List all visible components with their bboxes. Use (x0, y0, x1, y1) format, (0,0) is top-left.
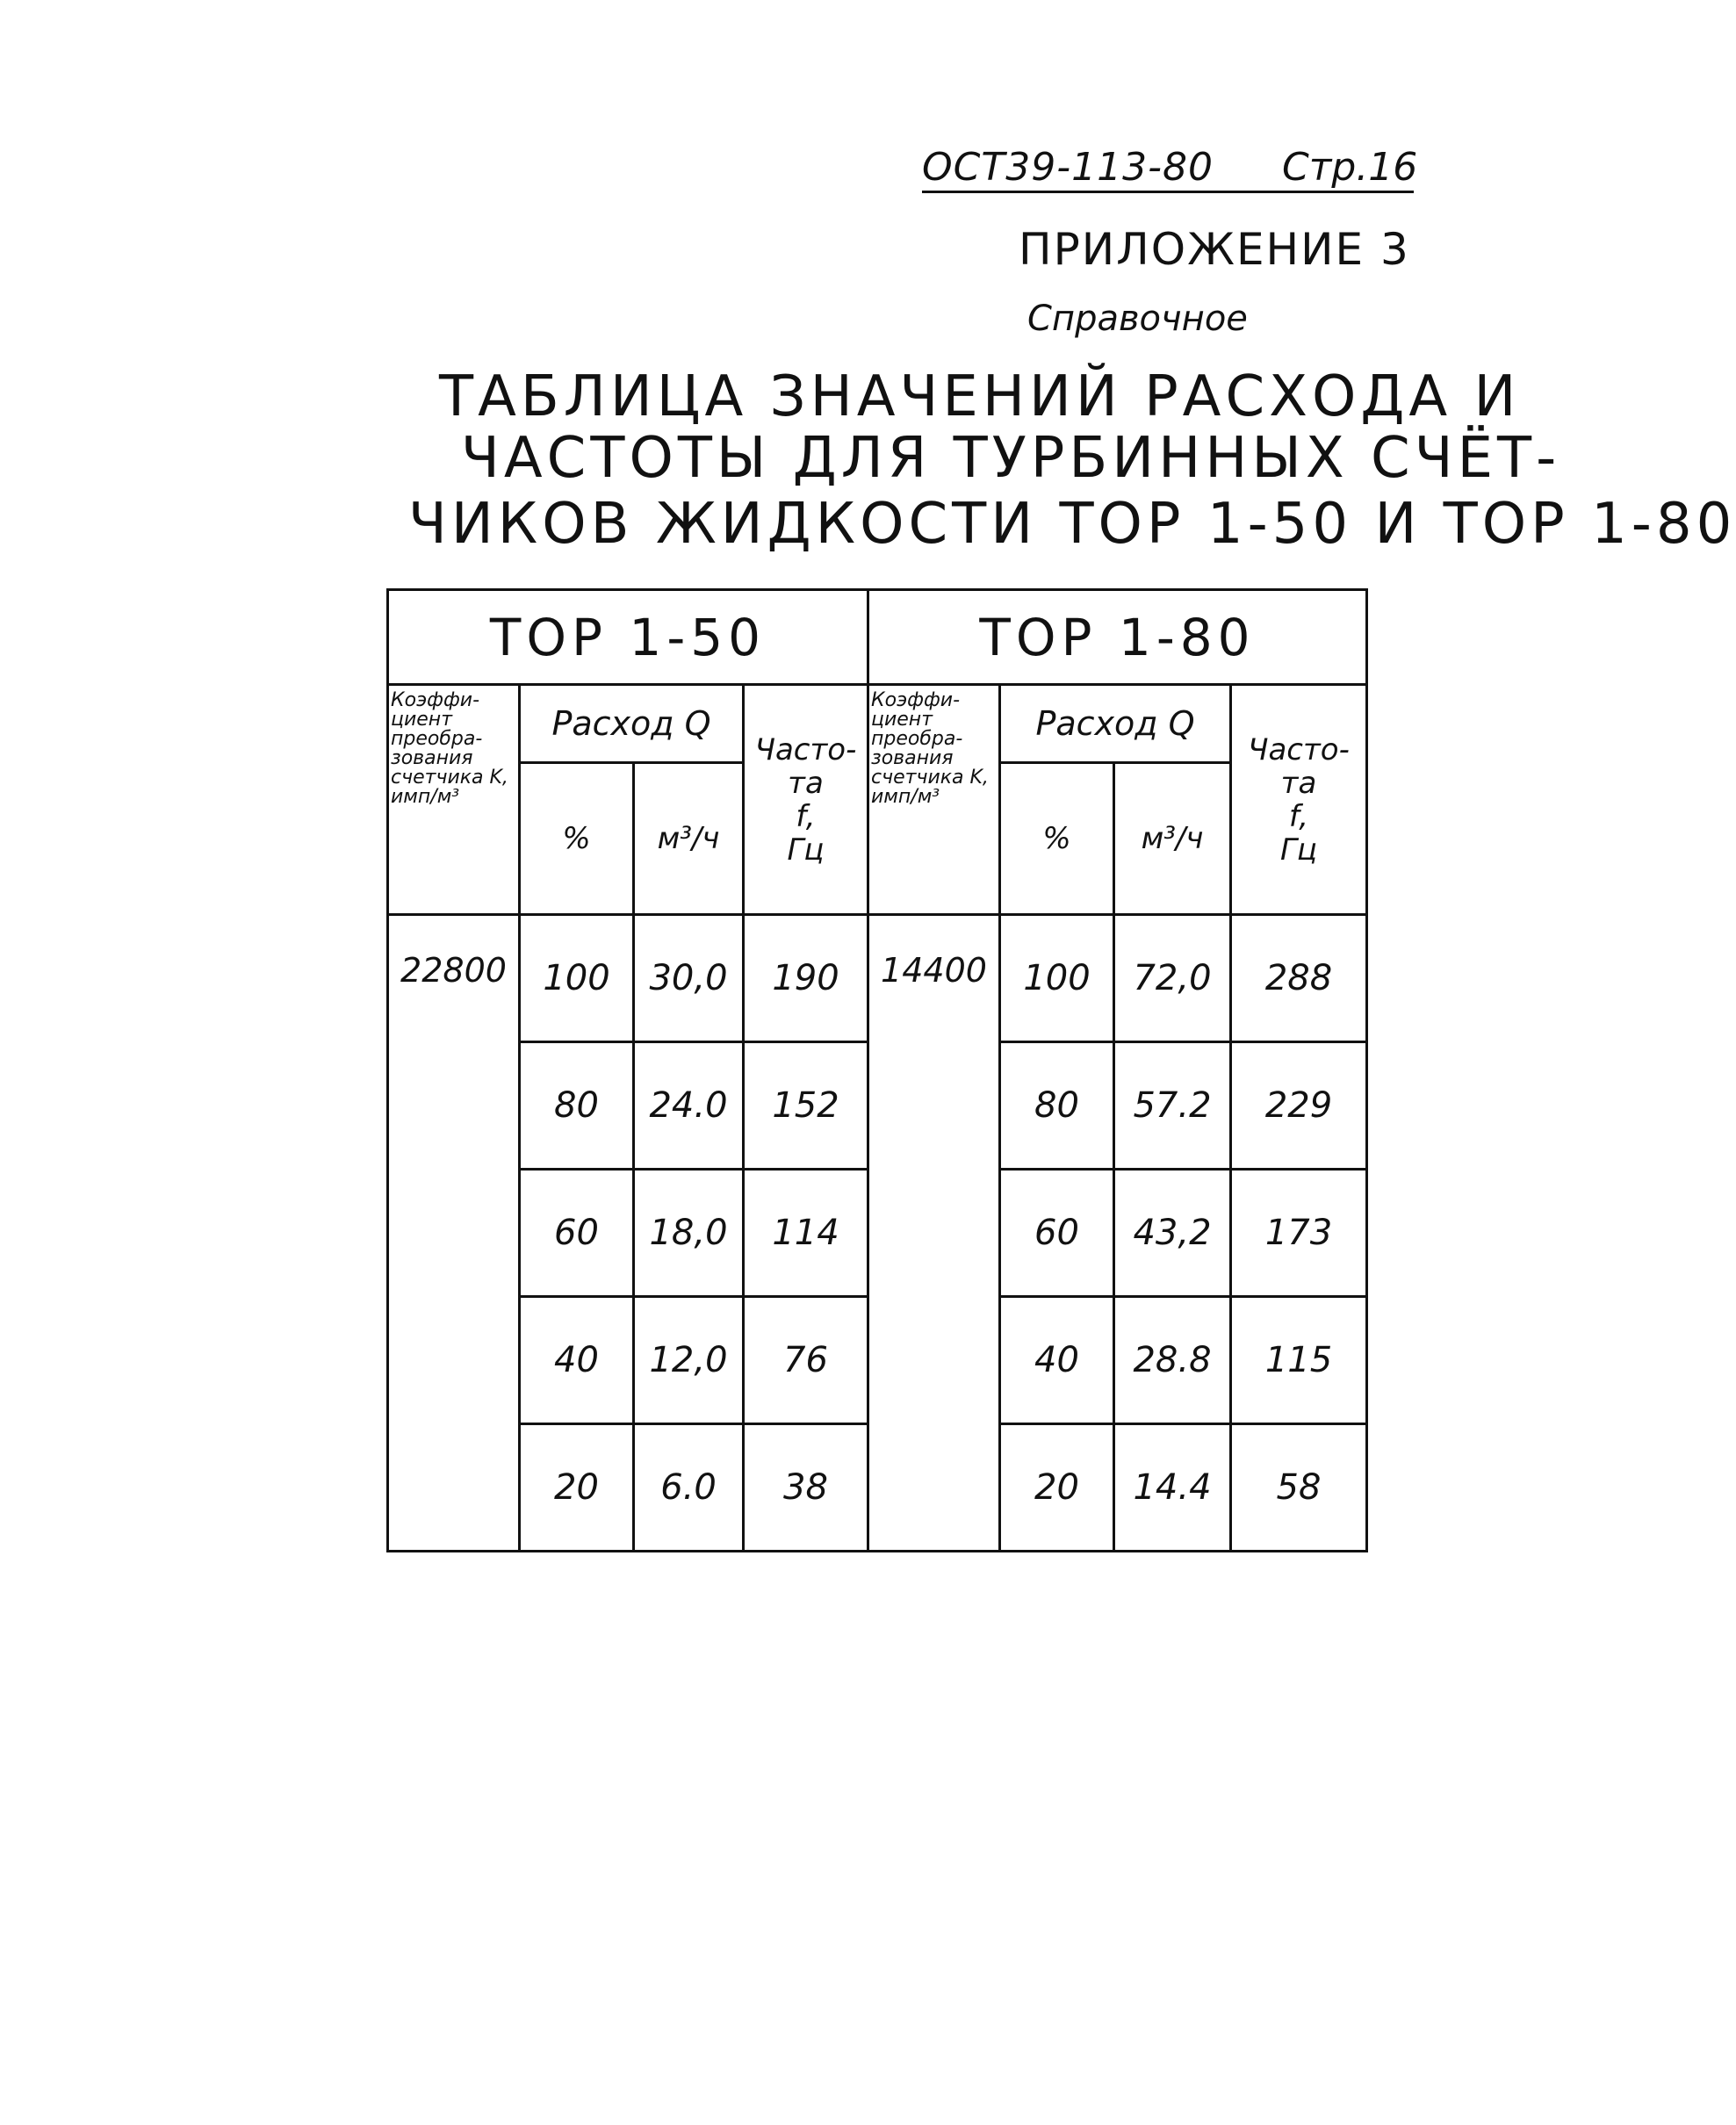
model-header-tor-1-50: ТОР 1-50 (388, 590, 868, 685)
pct-cell: 80 (520, 1042, 634, 1170)
percent-header: % (520, 763, 634, 915)
coef-header: Коэффи-циент преобра-зования счетчика K, имп/м³ (868, 685, 1000, 915)
flow-cell: 28.8 (1114, 1297, 1231, 1424)
title-line-3: ЧИКОВ ЖИДКОСТИ ТОР 1-50 И ТОР 1-80 (408, 492, 1736, 557)
freq-cell: 288 (1231, 915, 1367, 1042)
pct-cell: 100 (1000, 915, 1114, 1042)
appendix-label: ПРИЛОЖЕНИЕ 3 (1019, 224, 1410, 275)
pct-cell: 40 (1000, 1297, 1114, 1424)
flow-cell: 18,0 (634, 1170, 744, 1297)
freq-header-unit: Гц (787, 832, 825, 868)
title-line-1: ТАБЛИЦА ЗНАЧЕНИЙ РАСХОДА И (439, 364, 1521, 429)
flow-header: Расход Q (1000, 685, 1231, 763)
title-line-2: ЧАСТОТЫ ДЛЯ ТУРБИННЫХ СЧЁТ- (461, 426, 1561, 491)
freq-cell: 114 (744, 1170, 868, 1297)
freq-header-word: Часто-та (754, 731, 857, 801)
freq-cell: 173 (1231, 1170, 1367, 1297)
page-number: Стр.16 (1282, 145, 1418, 190)
freq-cell: 38 (744, 1424, 868, 1552)
k-value-tor-1-50: 22800 (388, 915, 520, 1552)
reference-label: Справочное (1027, 299, 1248, 339)
flow-cell: 43,2 (1114, 1170, 1231, 1297)
freq-header-symbol: f, (1288, 798, 1309, 834)
flow-cell: 72,0 (1114, 915, 1231, 1042)
flow-cell: 24.0 (634, 1042, 744, 1170)
pct-cell: 40 (520, 1297, 634, 1424)
freq-cell: 152 (744, 1042, 868, 1170)
freq-cell: 190 (744, 915, 868, 1042)
model-header-tor-1-80: ТОР 1-80 (868, 590, 1367, 685)
freq-cell: 76 (744, 1297, 868, 1424)
flow-cell: 12,0 (634, 1297, 744, 1424)
flow-frequency-table (386, 588, 1368, 1552)
flow-header: Расход Q (520, 685, 744, 763)
coef-header: Коэффи-циент преобра-зования счетчика K, имп/м³ (388, 685, 520, 915)
freq-header-symbol: f, (796, 798, 816, 834)
freq-header-word: Часто-та (1248, 731, 1350, 801)
flow-unit-header: м³/ч (634, 763, 744, 915)
flow-unit-header: м³/ч (1114, 763, 1231, 915)
pct-cell: 20 (1000, 1424, 1114, 1552)
freq-header (1231, 685, 1367, 915)
document-code: ОСТ39-113-80 (922, 145, 1214, 190)
pct-cell: 100 (520, 915, 634, 1042)
flow-cell: 14.4 (1114, 1424, 1231, 1552)
pct-cell: 60 (520, 1170, 634, 1297)
flow-cell: 6.0 (634, 1424, 744, 1552)
pct-cell: 60 (1000, 1170, 1114, 1297)
freq-cell: 58 (1231, 1424, 1367, 1552)
freq-cell: 229 (1231, 1042, 1367, 1170)
pct-cell: 20 (520, 1424, 634, 1552)
k-value-tor-1-80: 14400 (868, 915, 1000, 1552)
freq-header (744, 685, 868, 915)
freq-cell: 115 (1231, 1297, 1367, 1424)
header-underline (922, 191, 1414, 193)
pct-cell: 80 (1000, 1042, 1114, 1170)
flow-cell: 30,0 (634, 915, 744, 1042)
percent-header: % (1000, 763, 1114, 915)
flow-cell: 57.2 (1114, 1042, 1231, 1170)
freq-header-unit: Гц (1279, 832, 1318, 868)
